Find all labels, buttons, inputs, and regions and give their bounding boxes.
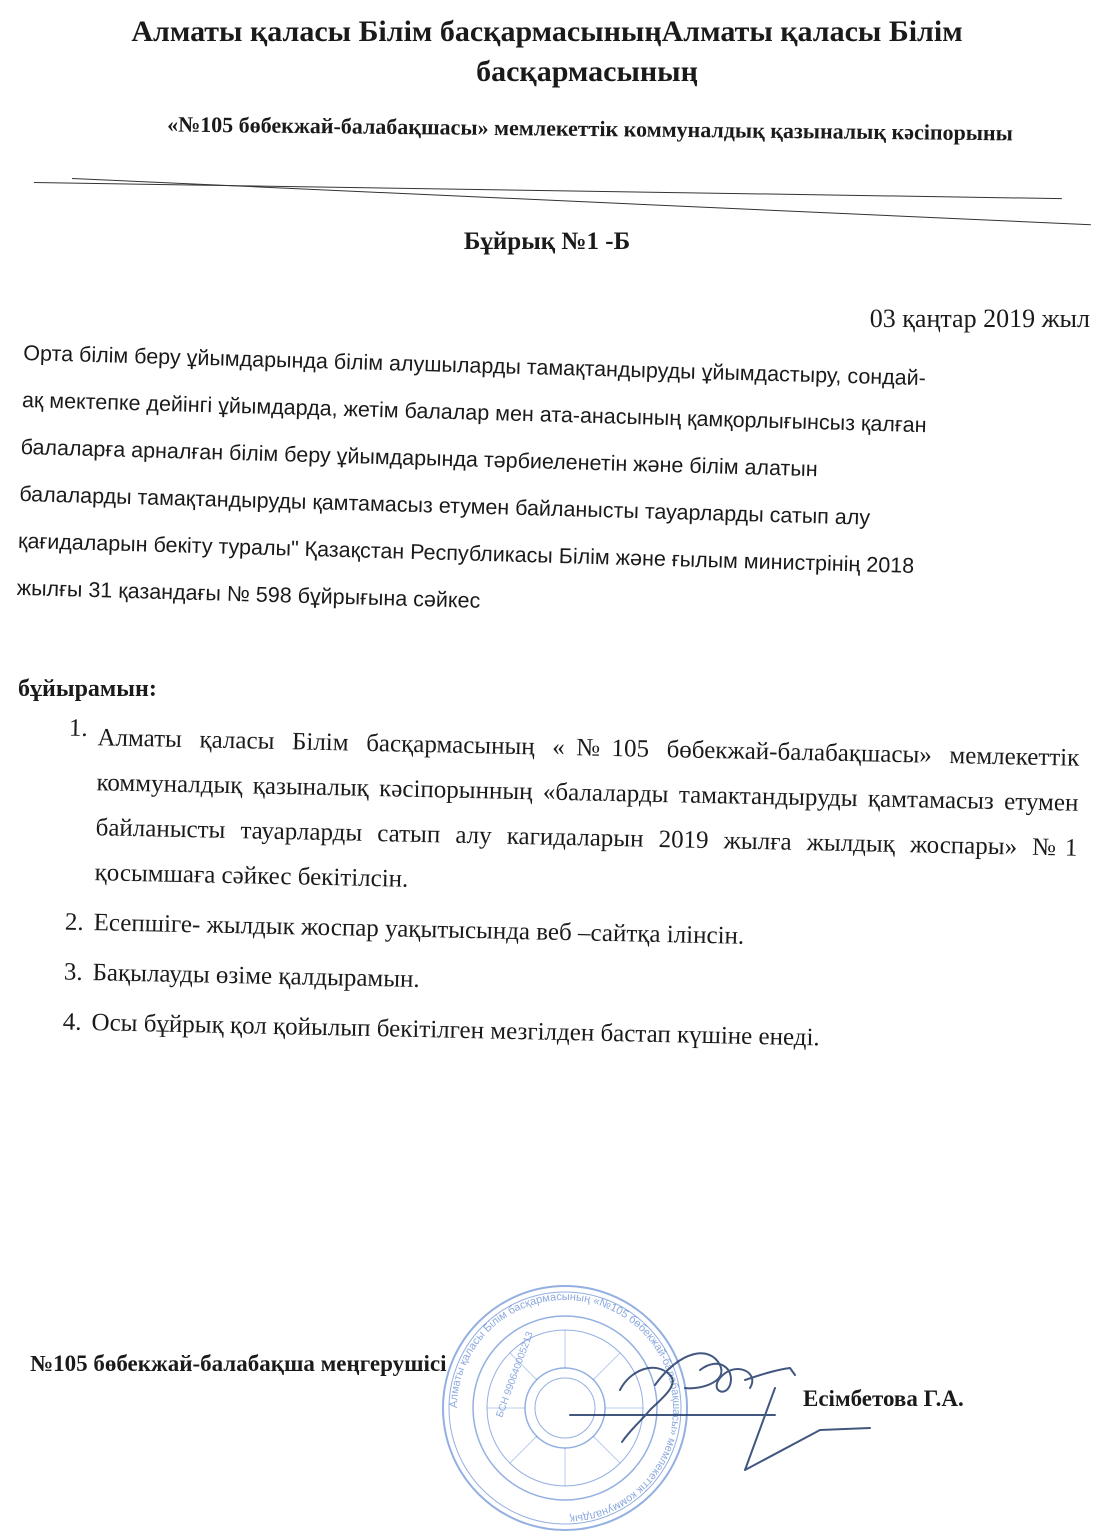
organization-subtitle: «№105 бөбекжай-балабақшасы» мемлекеттік коммуналдық қазыналық кәсіпорыны — [167, 111, 1013, 146]
preamble — [16, 330, 1083, 641]
order-item — [36, 714, 1080, 916]
preamble-line: балаларды тамақтандыруды қамтамасыз етумен байланысты тауарларды сатып алу — [19, 481, 871, 530]
header-line-1: Алматы қаласы Білім басқармасыныңАлматы қаласы Білім — [131, 15, 963, 48]
preamble-line: қағидаларын бекіту туралы" Қазақстан Республикасы Білім және ғылым министрінің 2018 — [17, 528, 915, 578]
order-item-number: 4. — [62, 1008, 82, 1036]
document-title: Бұйрық №1 -Б — [463, 228, 631, 255]
order-item-number: 1. — [68, 714, 88, 742]
order-item-text: Осы бұйрық қол қойылып бекітілген мезгілден бастап күшіне енеді. — [91, 1009, 820, 1052]
signatory-name: Есімбетова Г.А. — [803, 1386, 964, 1411]
order-item-text: Бақылауды өзіме қалдырамын. — [92, 959, 420, 994]
header-divider-top — [34, 182, 1062, 199]
order-item-number: 2. — [64, 908, 84, 936]
header-line-2: басқармасының — [476, 55, 698, 88]
stamp-bin-text: БСН 990640005213 — [494, 1330, 536, 1420]
preamble-line: ақ мектепке дейінгі ұйымдарда, жетім балалар мен ата-анасының қамқорлығынсыз қалған — [21, 387, 927, 438]
signatory-position: №105 бөбекжай-балабақша меңгерушісі — [30, 1351, 447, 1376]
order-item-number: 3. — [63, 958, 83, 986]
document-date: 03 қаңтар 2019 жыл — [869, 304, 1090, 333]
order-heading: бұйырамын: — [18, 676, 157, 702]
preamble-line: Орта білім беру ұйымдарында білім алушыларды тамақтандыруды ұйымдастыру, сондай- — [23, 340, 927, 391]
header-divider-bottom — [72, 178, 1091, 225]
order-item-text: Есепшіге- жылдык жоспар уақытысында веб –сайтқа ілінсін. — [93, 909, 745, 950]
order-items-list — [33, 714, 1080, 1072]
organization-header — [0, 12, 1094, 92]
preamble-line: балаларға арналған білім беру ұйымдарында тәрбиеленетін және білім алатын — [20, 434, 818, 482]
stamp-outer-text: Алматы қаласы Білім басқармасының «№105 бөбекжай-балабақшасы» мемлекеттік коммуналдық — [447, 1290, 683, 1525]
order-item-text: Алматы қаласы Білім басқармасының «№105 бөбекжай-балабақшасы» мемлекеттік коммуналдық қазыналық кәсіпорынның «балаларды тамактандыруды қамтамасыз етумен байланысты тауарларды сатып алу кагидаларын 2019 жылға жылдық жоспары» №1 қосымшаға сәйкес бекітілсін. — [94, 724, 1080, 893]
preamble-line: жылғы 31 қазандағы № 598 бұйрығына сәйкес — [16, 575, 481, 613]
